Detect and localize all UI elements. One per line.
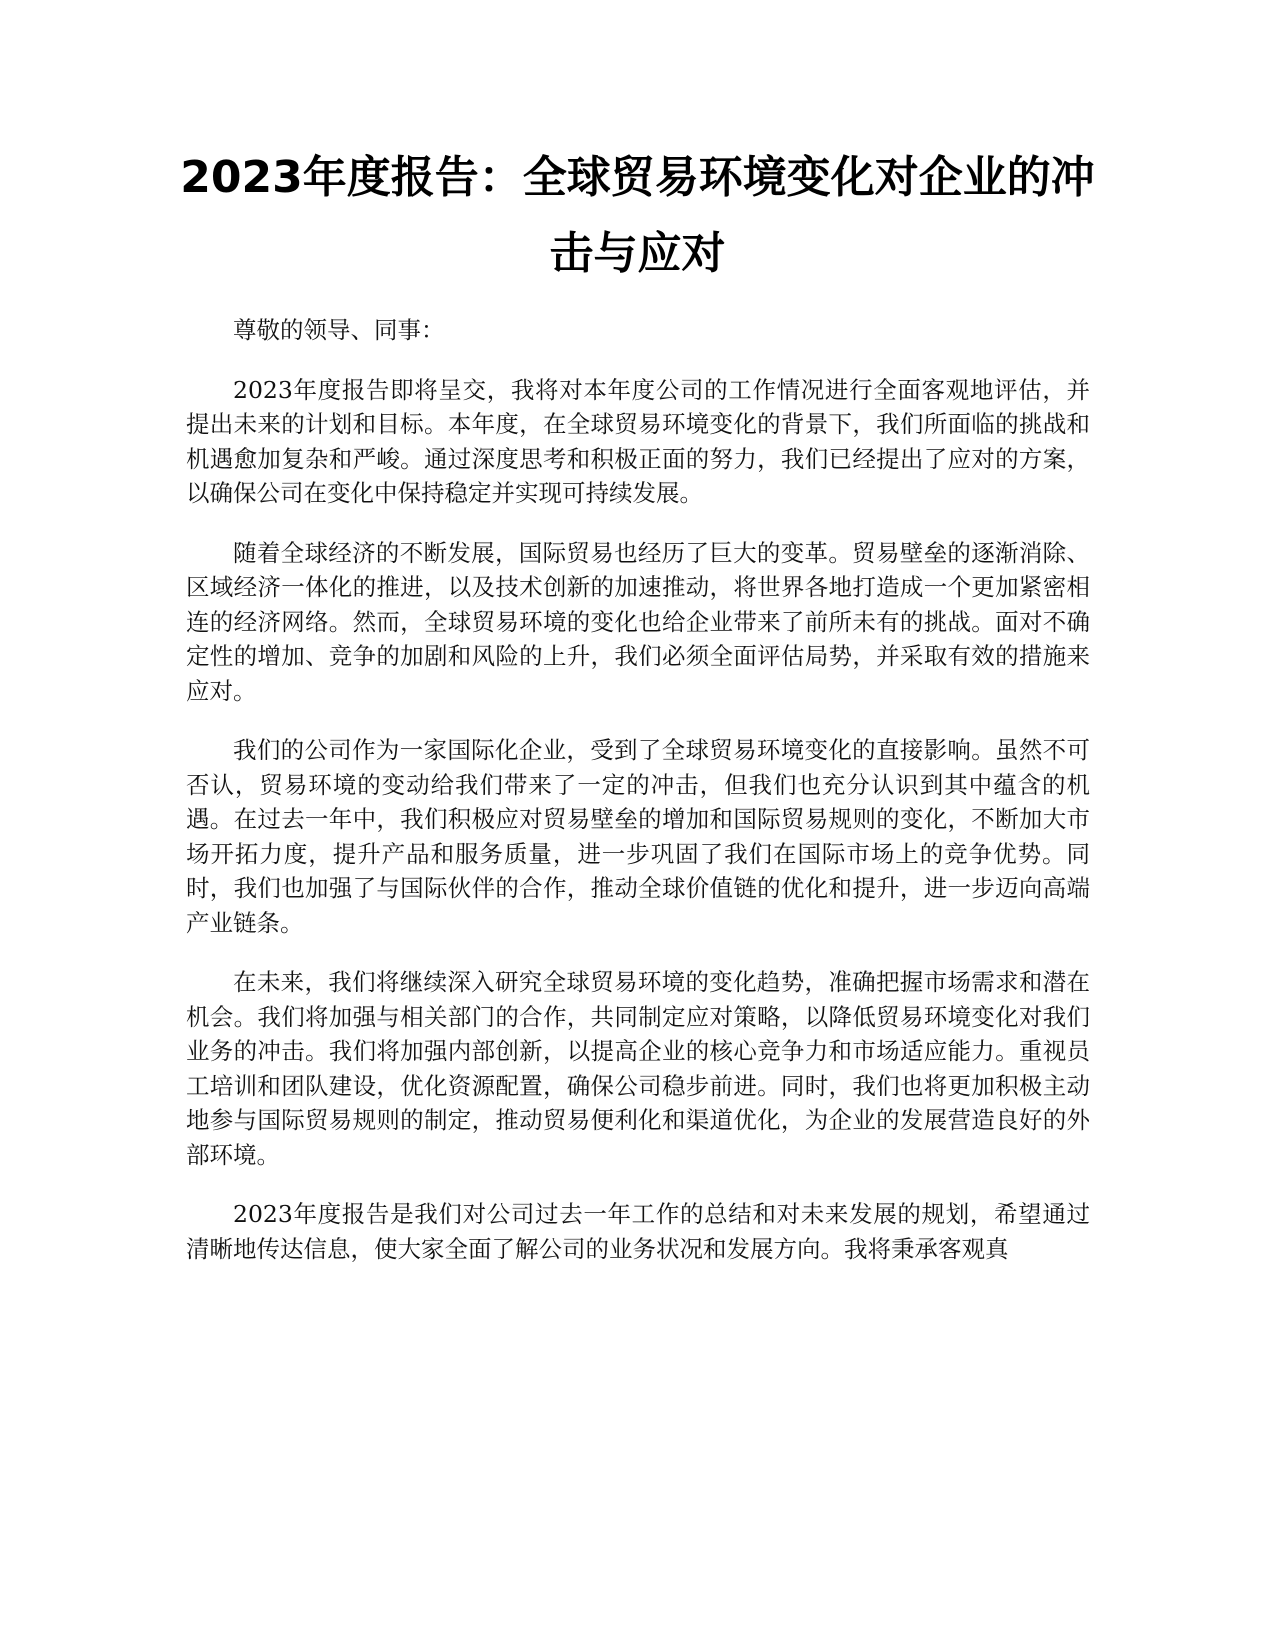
- document-body: [186, 313, 1090, 1291]
- paragraph-company-impact: 我们的公司作为一家国际化企业，受到了全球贸易环境变化的直接影响。虽然不可否认，贸易环境的变动给我们带来了一定的冲击，但我们也充分认识到其中蕴含的机遇。在过去一年中，我们积极应对贸易壁垒的增加和国际贸易规则的变化，不断加大市场开拓力度，提升产品和服务质量，进一步巩固了我们在国际市场上的竞争优势。同时，我们也加强了与国际伙伴的合作，推动全球价值链的优化和提升，进一步迈向高端产业链条。: [186, 736, 1090, 937]
- paragraph-future-plans: 在未来，我们将继续深入研究全球贸易环境的变化趋势，准确把握市场需求和潜在机会。我们将加强与相关部门的合作，共同制定应对策略，以降低贸易环境变化对我们业务的冲击。我们将加强内部创新，以提高企业的核心竞争力和市场适应能力。重视员工培训和团队建设，优化资源配置，确保公司稳步前进。同时，我们也将更加积极主动地参与国际贸易规则的制定，推动贸易便利化和渠道优化，为企业的发展营造良好的外部环境。: [186, 968, 1090, 1169]
- salutation: 尊敬的领导、同事：: [233, 316, 445, 344]
- document-title: 2023年度报告：全球贸易环境变化对企业的冲击与应对: [180, 152, 1095, 279]
- paragraph-summary: 2023年度报告是我们对公司过去一年工作的总结和对未来发展的规划，希望通过清晰地传达信息，使大家全面了解公司的业务状况和发展方向。我将秉承客观真: [186, 1200, 1090, 1263]
- paragraph-global-trade: 随着全球经济的不断发展，国际贸易也经历了巨大的变革。贸易壁垒的逐渐消除、区域经济一体化的推进，以及技术创新的加速推动，将世界各地打造成一个更加紧密相连的经济网络。然而，全球贸易环境的变化也给企业带来了前所未有的挑战。面对不确定性的增加、竞争的加剧和风险的上升，我们必须全面评估局势，并采取有效的措施来应对。: [186, 538, 1090, 705]
- paragraph-intro: 2023年度报告即将呈交，我将对本年度公司的工作情况进行全面客观地评估，并提出未来的计划和目标。本年度，在全球贸易环境变化的背景下，我们所面临的挑战和机遇愈加复杂和严峻。通过深度思考和积极正面的努力，我们已经提出了应对的方案，以确保公司在变化中保持稳定并实现可持续发展。: [186, 375, 1090, 507]
